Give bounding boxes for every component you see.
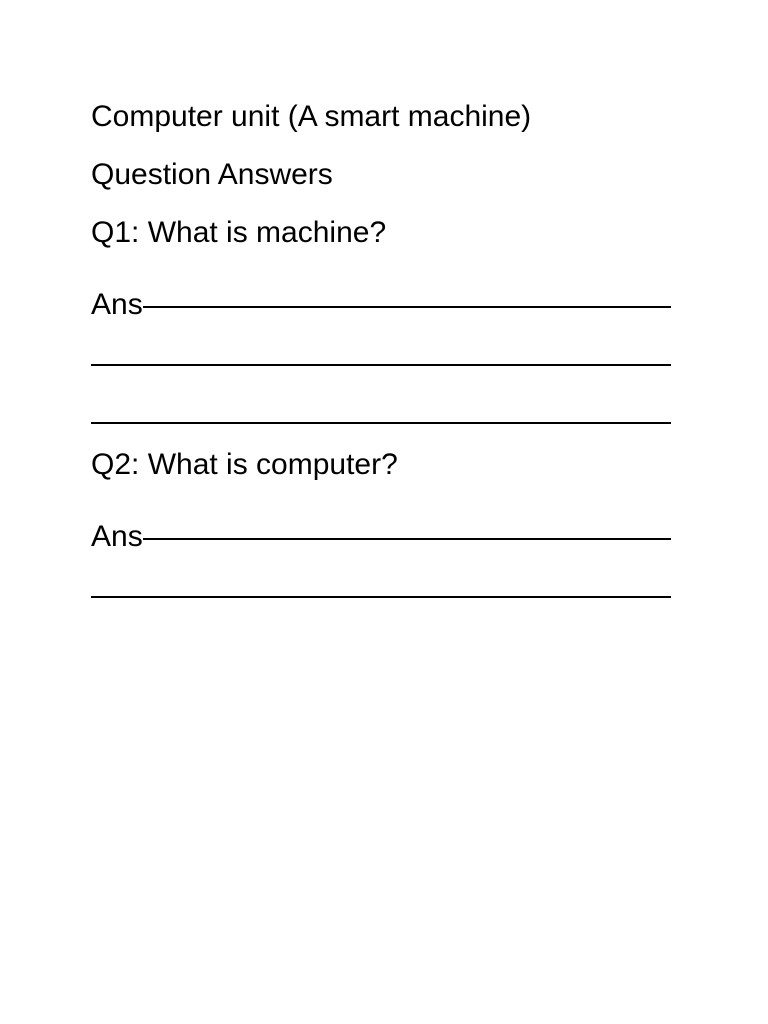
answer-line-2 <box>91 501 671 559</box>
worksheet-title: Computer unit (A smart machine) <box>91 100 532 133</box>
answer-blank <box>91 422 671 424</box>
answer-blank-line <box>91 385 671 443</box>
question-1: Q1: What is machine? <box>91 216 387 249</box>
answer-blank <box>143 306 671 308</box>
answer-line-1 <box>91 269 671 327</box>
answer-label-2: Ans <box>91 520 143 553</box>
answer-blank <box>143 538 671 540</box>
worksheet-content <box>91 95 671 617</box>
worksheet-subtitle: Question Answers <box>91 158 333 191</box>
answer-label-1: Ans <box>91 288 143 321</box>
answer-blank-line <box>91 559 671 617</box>
answer-blank-line <box>91 327 671 385</box>
answer-blank <box>91 596 671 598</box>
question-2: Q2: What is computer? <box>91 448 398 481</box>
answer-blank <box>91 364 671 366</box>
